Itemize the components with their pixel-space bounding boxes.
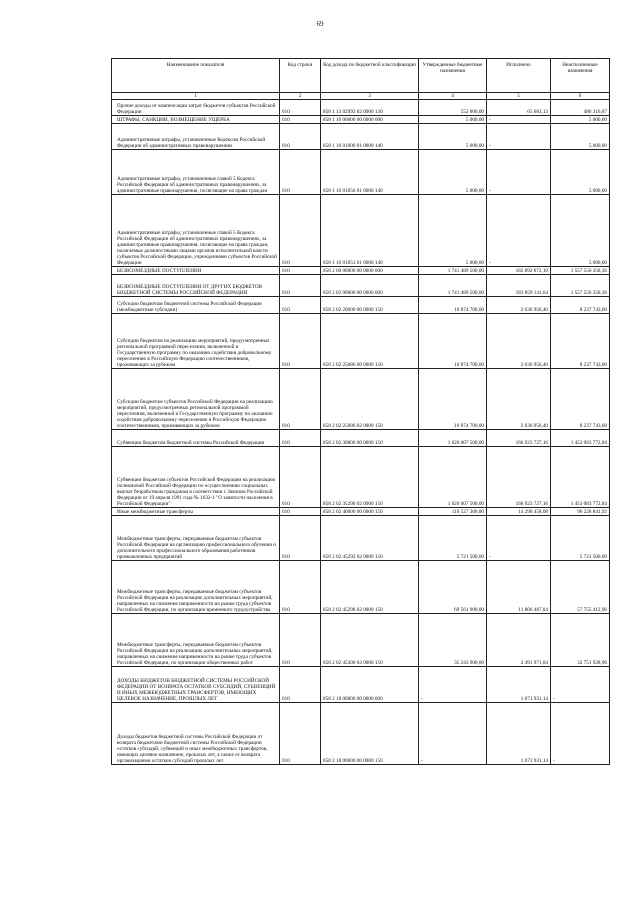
indicator-name-cell: БЕЗВОЗМЕЗДНЫЕ ПОСТУПЛЕНИЯ ОТ ДРУГИХ БЮДЖЕТОВ БЮДЖЕТНОЙ СИСТЕМЫ РОССИЙСКОЙ ФЕДЕРАЦИИ	[112, 275, 280, 297]
executed-amount-cell: 65 683,13	[487, 100, 551, 116]
approved-amount-cell: 1 620 007 500,00	[419, 447, 487, 508]
approved-amount-cell: 552 000,00	[419, 100, 487, 116]
approved-amount-cell: 1 741 489 500,00	[419, 275, 487, 297]
income-code-cell: 858 2 18 00000 00 0000 150	[321, 703, 419, 765]
unexecuted-amount-cell: 57 755 412,96	[551, 561, 610, 614]
income-code-cell: 858 1 13 02992 02 0000 130	[321, 100, 419, 116]
table-row	[112, 124, 610, 150]
unexecuted-amount-cell: 5 000,00	[551, 124, 610, 150]
table-row	[112, 508, 610, 516]
unexecuted-amount-cell: 32 751 928,96	[551, 614, 610, 667]
approved-amount-cell: 10 874 700,00	[419, 369, 487, 430]
income-code-cell: 858 2 02 20000 00 0000 150	[321, 297, 419, 314]
income-code-cell: 858 2 02 30000 00 0000 150	[321, 430, 419, 447]
line-code-cell: 010	[280, 195, 321, 267]
unexecuted-amount-cell: 96 228 841,92	[551, 508, 610, 516]
approved-amount-cell: 5 000,00	[419, 124, 487, 150]
approved-amount-cell: 69 561 900,00	[419, 561, 487, 614]
table-row	[112, 369, 610, 430]
executed-amount-cell: 166 923 727,16	[487, 430, 551, 447]
table-row	[112, 561, 610, 614]
indicator-name-cell: Субвенции бюджетам субъектов Российской Федерации на реализацию полномочий Российской Федерации по осуществлению социальных выплат безработным гражданам в соответствии с Законом Российской Федерации от 19 апреля 1991 года № 1032-1 "О занятости населения в Российской Федерации"	[112, 447, 280, 508]
page-number: 69	[316, 20, 324, 28]
income-code-cell: 858 1 16 01050 01 0000 140	[321, 150, 419, 195]
line-code-cell: 010	[280, 150, 321, 195]
indicator-name-cell: ДОХОДЫ БЮДЖЕТОВ БЮДЖЕТНОЙ СИСТЕМЫ РОССИЙСКОЙ ФЕДЕРАЦИИ ОТ ВОЗВРАТА ОСТАТКОВ СУБСИДИЙ, СУБВЕНЦИЙ И ИНЫХ МЕЖБЮДЖЕТНЫХ ТРАНСФЕРТОВ, ИМЕЮЩИХ ЦЕЛЕВОЕ НАЗНАЧЕНИЕ, ПРОШЛЫХ ЛЕТ	[112, 667, 280, 703]
unexecuted-amount-cell: 8 237 743,60	[551, 369, 610, 430]
income-code-cell: 858 1 16 00000 00 0000 000	[321, 116, 419, 124]
table-row	[112, 100, 610, 116]
column-number: 4	[419, 93, 487, 100]
indicator-name-cell: Административные штрафы, установленные главой 5 Кодекса Российской Федерации об административных правонарушениях, за административные правонарушения, посягающие на права граждан	[112, 150, 280, 195]
unexecuted-amount-cell: 1 557 550 358,36	[551, 267, 610, 275]
table-row	[112, 297, 610, 314]
executed-amount-cell: 2 636 956,40	[487, 314, 551, 369]
unexecuted-amount-cell: 5 000,00	[551, 195, 610, 267]
column-number: 2	[280, 93, 321, 100]
table-row	[112, 614, 610, 667]
line-code-cell: 010	[280, 508, 321, 516]
table-row	[112, 314, 610, 369]
executed-amount-cell: 1 671 931,14	[487, 667, 551, 703]
approved-amount-cell: 5 000,00	[419, 116, 487, 124]
line-code-cell: 010	[280, 430, 321, 447]
indicator-name-cell: Межбюджетные трансферты, передаваемые бюджетам субъектов Российской Федерации на реализацию дополнительных мероприятий, направленных на снижение напряженности на рынке труда субъектов Российской Федерации, по организации общественных работ	[112, 614, 280, 667]
table-body	[112, 100, 610, 765]
header-executed: Исполнено	[487, 59, 551, 93]
executed-amount-cell: 11 806 487,04	[487, 561, 551, 614]
line-code-cell: 010	[280, 124, 321, 150]
income-code-cell: 858 2 00 00000 00 0000 000	[321, 267, 419, 275]
executed-amount-cell: -	[487, 150, 551, 195]
executed-amount-cell: -	[487, 124, 551, 150]
header-income-code: Код дохода по бюджетной классификации	[321, 59, 419, 93]
approved-amount-cell: 1 741 489 500,00	[419, 267, 487, 275]
unexecuted-amount-cell: 1 453 083 772,84	[551, 447, 610, 508]
column-number: 3	[321, 93, 419, 100]
executed-amount-cell: 14 298 458,08	[487, 508, 551, 516]
unexecuted-amount-cell: 5 000,00	[551, 150, 610, 195]
budget-execution-table	[111, 58, 610, 765]
table-row	[112, 275, 610, 297]
line-code-cell: 010	[280, 369, 321, 430]
table-row	[112, 150, 610, 195]
table-row	[112, 703, 610, 765]
income-code-cell: 858 2 02 35290 02 0000 150	[321, 447, 419, 508]
approved-amount-cell: -	[419, 667, 487, 703]
indicator-name-cell: Субсидии бюджетам бюджетной системы Российской Федерации (межбюджетные субсидии)	[112, 297, 280, 314]
line-code-cell: 010	[280, 447, 321, 508]
executed-amount-cell: -	[487, 516, 551, 561]
approved-amount-cell: 10 874 700,00	[419, 314, 487, 369]
column-number: 6	[551, 93, 610, 100]
header-line-code: Код строки	[280, 59, 321, 93]
line-code-cell: 010	[280, 667, 321, 703]
indicator-name-cell: Субсидии бюджетам на реализацию мероприятий, предусмотренных региональной программой переселения, включенной в Государственную программу по оказанию содействия добровольному переселению в Российскую Федерацию соотечественников, проживающих за рубежом	[112, 314, 280, 369]
line-code-cell: 010	[280, 561, 321, 614]
indicator-name-cell: Прочие доходы от компенсации затрат бюджетов субъектов Российской Федерации	[112, 100, 280, 116]
indicator-name-cell: БЕЗВОЗМЕЗДНЫЕ ПОСТУПЛЕНИЯ	[112, 267, 280, 275]
unexecuted-amount-cell: 1 453 083 772,84	[551, 430, 610, 447]
executed-amount-cell: -	[487, 195, 551, 267]
line-code-cell: 010	[280, 516, 321, 561]
column-number: 5	[487, 93, 551, 100]
unexecuted-amount-cell: -	[551, 667, 610, 703]
executed-amount-cell: 1 671 931,14	[487, 703, 551, 765]
approved-amount-cell: 5 721 500,00	[419, 516, 487, 561]
unexecuted-amount-cell: 486 316,87	[551, 100, 610, 116]
income-code-cell: 858 2 18 00000 00 0000 000	[321, 667, 419, 703]
table-row	[112, 447, 610, 508]
income-code-cell: 858 2 02 00000 00 0000 000	[321, 275, 419, 297]
unexecuted-amount-cell: 8 237 743,60	[551, 314, 610, 369]
income-code-cell: 858 2 02 25086 02 0000 150	[321, 369, 419, 430]
income-code-cell: 858 2 02 45300 02 0000 150	[321, 614, 419, 667]
income-code-cell: 858 2 02 40000 00 0000 150	[321, 508, 419, 516]
table-row	[112, 267, 610, 275]
line-code-cell: 010	[280, 314, 321, 369]
header-approved: Утвержденные бюджетные назначения	[419, 59, 487, 93]
executed-amount-cell: 183 859 141,64	[487, 275, 551, 297]
line-code-cell: 010	[280, 100, 321, 116]
approved-amount-cell: 110 527 300,00	[419, 508, 487, 516]
line-code-cell: 010	[280, 275, 321, 297]
header-unexecuted: Неисполненные назначения	[551, 59, 610, 93]
income-code-cell: 858 2 02 25086 00 0000 150	[321, 314, 419, 369]
indicator-name-cell: Субсидии бюджетам субъектов Российской Федерации на реализацию мероприятий, предусмотренных региональной программой переселения, включенной в Государственную программу по оказанию содействия добровольному переселению в Российскую Федерацию соотечественников, проживающих за рубежом	[112, 369, 280, 430]
approved-amount-cell: 5 000,00	[419, 195, 487, 267]
table-row	[112, 195, 610, 267]
income-code-cell: 858 2 02 45298 02 0000 150	[321, 561, 419, 614]
line-code-cell: 010	[280, 614, 321, 667]
table-header-row	[112, 59, 610, 93]
executed-amount-cell: 2 636 956,40	[487, 369, 551, 430]
indicator-name-cell: Субвенции бюджетам бюджетной системы Российской Федерации	[112, 430, 280, 447]
unexecuted-amount-cell: 8 237 743,60	[551, 297, 610, 314]
approved-amount-cell: 5 000,00	[419, 150, 487, 195]
table-row	[112, 667, 610, 703]
line-code-cell: 010	[280, 703, 321, 765]
indicator-name-cell: Административные штрафы, установленные главой 5 Кодекса Российской Федерации об административных правонарушениях, за административные правонарушения, посягающие на права граждан, налагаемые должностными лицами органов исполнительной власти субъектов Российской Федерации, учреждениями субъектов Российской Федерации	[112, 195, 280, 267]
indicator-name-cell: Иные межбюджетные трансферты	[112, 508, 280, 516]
income-code-cell: 858 1 16 01053 01 0000 140	[321, 195, 419, 267]
indicator-name-cell: Межбюджетные трансферты, передаваемые бюджетам субъектов Российской Федерации на организацию профессионального обучения и дополнительного профессионального образования работников промышленных предприятий	[112, 516, 280, 561]
income-code-cell: 858 2 02 45292 02 0000 150	[321, 516, 419, 561]
unexecuted-amount-cell: 1 557 550 358,36	[551, 275, 610, 297]
approved-amount-cell: 10 874 700,00	[419, 297, 487, 314]
header-indicator-name: Наименование показателя	[112, 59, 280, 93]
line-code-cell: 010	[280, 116, 321, 124]
approved-amount-cell: 35 243 900,00	[419, 614, 487, 667]
table-row	[112, 430, 610, 447]
approved-amount-cell: 1 620 007 500,00	[419, 430, 487, 447]
unexecuted-amount-cell: 5 721 500,00	[551, 516, 610, 561]
indicator-name-cell: ШТРАФЫ, САНКЦИИ, ВОЗМЕЩЕНИЕ УЩЕРБА	[112, 116, 280, 124]
line-code-cell: 010	[280, 297, 321, 314]
executed-amount-cell: 2 636 956,40	[487, 297, 551, 314]
line-code-cell: 010	[280, 267, 321, 275]
executed-amount-cell: -	[487, 116, 551, 124]
executed-amount-cell: 166 923 727,16	[487, 447, 551, 508]
table-row	[112, 116, 610, 124]
indicator-name-cell: Межбюджетные трансферты, передаваемые бюджетам субъектов Российской Федерации на реализацию дополнительных мероприятий, направленных на снижение напряженности на рынке труда субъектов Российской Федерации, по организации временного трудоустройства	[112, 561, 280, 614]
income-code-cell: 858 1 16 01000 01 0000 140	[321, 124, 419, 150]
column-number: 1	[112, 93, 280, 100]
unexecuted-amount-cell: -	[551, 703, 610, 765]
executed-amount-cell: 2 491 971,04	[487, 614, 551, 667]
column-number-row	[112, 93, 610, 100]
executed-amount-cell: 182 892 072,10	[487, 267, 551, 275]
table-row	[112, 516, 610, 561]
indicator-name-cell: Административные штрафы, установленные Кодексом Российской Федерации об административных правонарушениях	[112, 124, 280, 150]
indicator-name-cell: Доходы бюджетов бюджетной системы Российской Федерации от возврата бюджетами бюджетной системы Российской Федерации остатков субсидий, субвенций и иных межбюджетных трансфертов, имеющих целевое назначение, прошлых лет, а также от возврата организациями остатков субсидий прошлых лет	[112, 703, 280, 765]
unexecuted-amount-cell: 5 000,00	[551, 116, 610, 124]
approved-amount-cell: -	[419, 703, 487, 765]
